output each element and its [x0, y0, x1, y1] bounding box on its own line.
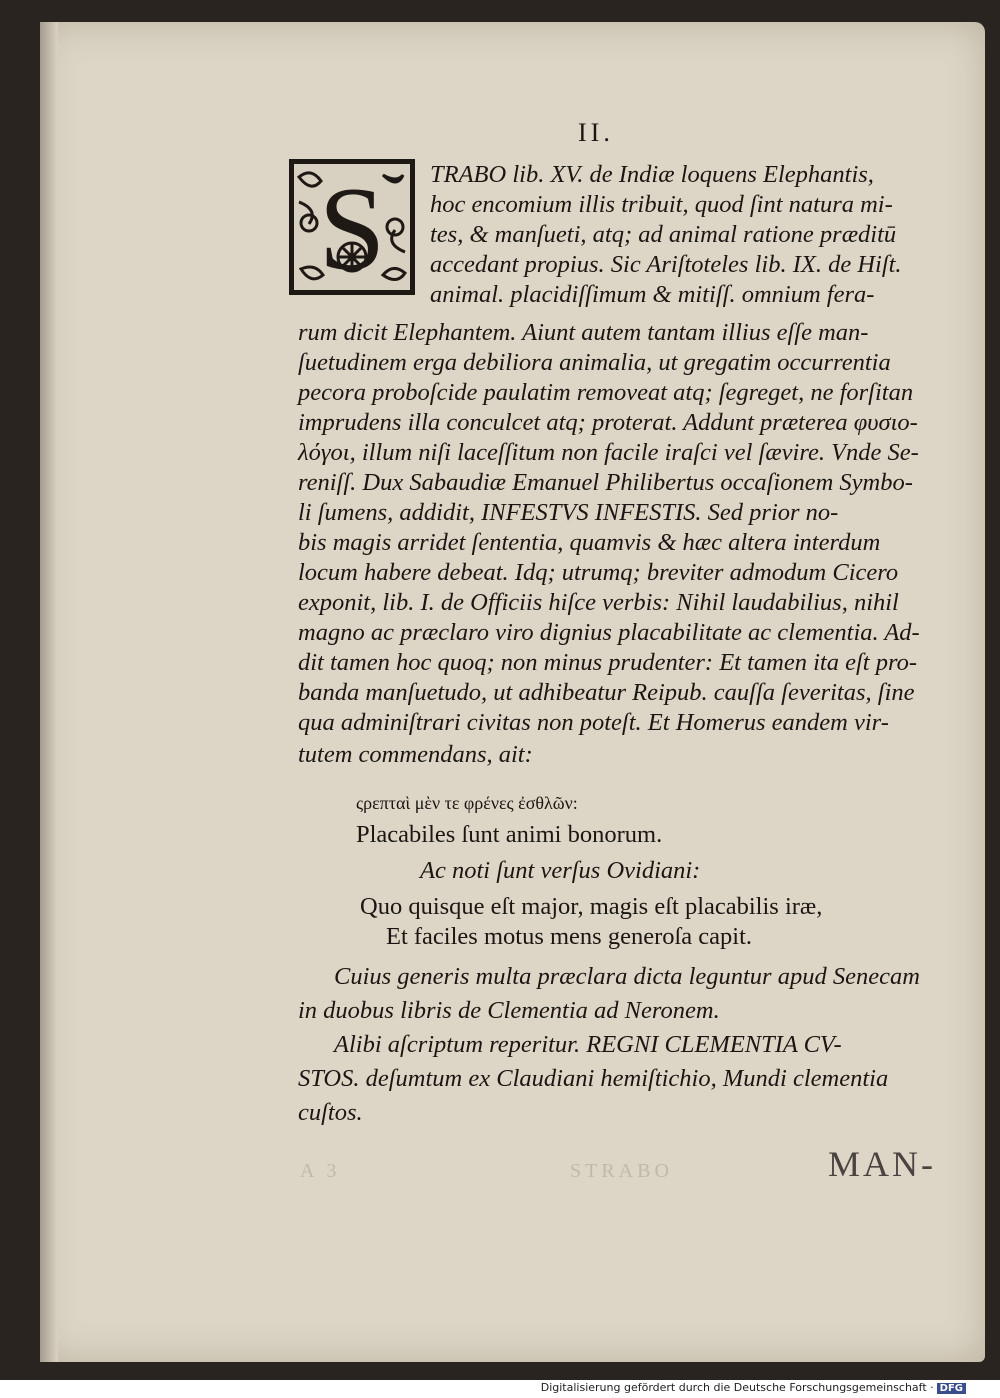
text-line: qua adminiſtrari civitas non poteſt. Et Homerus eandem vir- — [298, 709, 889, 736]
text-line: Placabiles ſunt animi bonorum. — [356, 821, 663, 848]
text-line: li ſumens, addidit, INFESTVS INFESTIS. Sed prior no- — [298, 499, 839, 526]
text-line: Ac noti ſunt verſus Ovidiani: — [420, 857, 701, 884]
text-line: TRABO lib. XV. de Indiæ loquens Elephantis, — [430, 161, 874, 188]
catchword: MAN- — [828, 1144, 936, 1184]
text-line: Alibi aſcriptum reperitur. REGNI CLEMENTIA CV- — [334, 1031, 842, 1058]
text-line: bis magis arridet ſententia, quamvis & hæc altera interdum — [298, 529, 881, 556]
initial-letter: S — [318, 162, 386, 295]
footer-text: Digitalisierung gefördert durch die Deutsche Forschungsgemeinschaft · — [540, 1381, 934, 1394]
bleed-through-text-2: STRABO — [570, 1160, 673, 1182]
text-line: pecora proboſcide paulatim removeat atq; ſegreget, ne forſitan — [298, 379, 914, 406]
text-line: dit tamen hoc quoq; non minus prudenter: Et tamen ita eſt pro- — [298, 649, 917, 676]
text-line: magno ac præclaro viro dignius placabilitate ac clementia. Ad- — [298, 619, 920, 646]
page-gutter-shadow — [40, 22, 58, 1362]
text-line: ſuetudinem erga debiliora animalia, ut gregatim occurrentia — [298, 349, 891, 376]
digitization-credit — [541, 1381, 966, 1394]
bleed-through-text-1: A 3 — [300, 1160, 341, 1182]
text-line: cuſtos. — [298, 1099, 363, 1126]
text-line: λόγοι, illum niſi laceſſitum non facile iraſci vel ſævire. Vnde Se- — [298, 439, 919, 466]
text-line: Quo quisque eſt major, magis eſt placabilis iræ, — [360, 893, 823, 920]
text-line: reniſſ. Dux Sabaudiæ Emanuel Philibertus occaſionem Symbo- — [298, 469, 913, 496]
dfg-logo: DFG — [937, 1383, 966, 1394]
text-line: locum habere debeat. Idq; utrumq; breviter admodum Cicero — [298, 559, 899, 586]
text-line: banda manſuetudo, ut adhibeatur Reipub. cauſſa ſeveritas, ſine — [298, 679, 915, 706]
text-line: imprudens illa conculcet atq; proterat. Addunt præterea φυσιο- — [298, 409, 918, 436]
text-line: tes, & manſueti, atq; ad animal ratione præditū — [430, 221, 897, 248]
text-line: tutem commendans, ait: — [298, 741, 533, 768]
decorated-initial-s — [287, 157, 417, 297]
text-line: Et faciles motus mens generoſa capit. — [386, 923, 753, 950]
text-line: in duobus libris de Clementia ad Neronem. — [298, 997, 720, 1024]
text-line: animal. placidiſſimum & mitiſſ. omnium fera- — [430, 281, 875, 308]
text-line: Cuius generis multa præclara dicta leguntur apud Senecam — [334, 963, 920, 990]
text-line: exponit, lib. I. de Officiis hiſce verbis: Nihil laudabilius, nihil — [298, 589, 899, 616]
text-line: accedant propius. Sic Ariſtoteles lib. IX. de Hiſt. — [430, 251, 902, 278]
text-line: hoc encomium illis tribuit, quod ſint natura mi- — [430, 191, 893, 218]
text-line: rum dicit Elephantem. Aiunt autem tantam illius eſſe man- — [298, 319, 869, 346]
text-line: ςρεπταὶ μὲν τε φρένες ἐσθλῶν: — [356, 793, 578, 813]
page-number: II. — [578, 118, 614, 147]
text-line: STOS. deſumtum ex Claudiani hemiſtichio, Mundi clementia — [298, 1065, 889, 1092]
